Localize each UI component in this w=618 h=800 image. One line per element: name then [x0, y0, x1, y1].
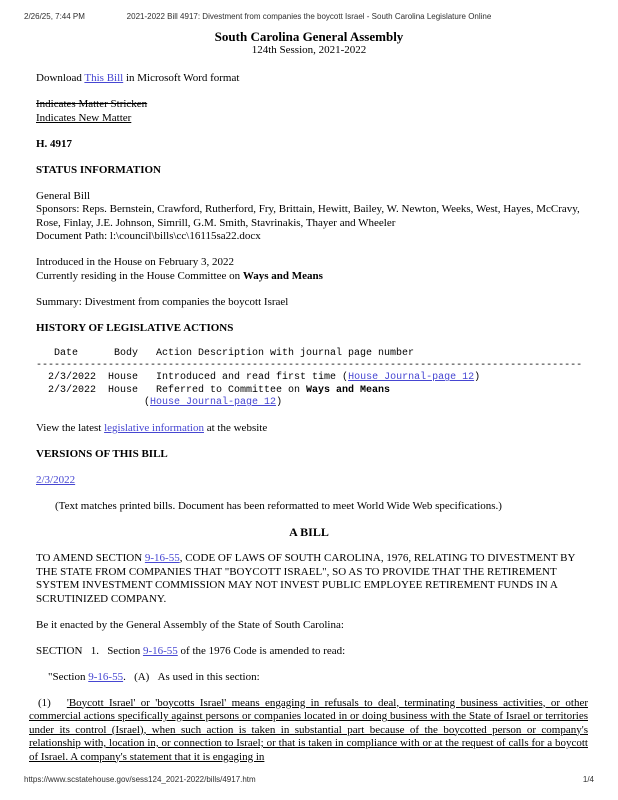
assembly-title: South Carolina General Assembly	[214, 29, 404, 44]
house-journal-link[interactable]: House Journal-page 12	[348, 372, 475, 384]
bill-number: H. 4917	[36, 137, 73, 150]
view-latest-line: View the latest legislative information at the website	[36, 422, 268, 435]
document-path: Document Path: l:\council\bills\cc\16115sa22.docx	[36, 230, 261, 242]
reformat-note: (Text matches printed bills. Document has been reformatted to meet World Wide Web specifications.)	[55, 500, 502, 513]
introduced-block	[36, 256, 582, 283]
print-footer-page-number: 1/4	[582, 775, 594, 784]
bill-preamble: TO AMEND SECTION 9-16-55, CODE OF LAWS OF SOUTH CAROLINA, 1976, RELATING TO DIVESTMENT BY THE STATE FROM COMPANIES THAT "BOYCOTT ISRAEL", SO AS TO PROVIDE THAT THE RETIREMENT SYSTEM INVESTMENT COMMISSION MAY NOT INVEST PUBLIC EMPLOYEE RETIREMENT FUNDS IN A SCRUTINIZED COMPANY.	[36, 552, 576, 605]
download-line: Download This Bill in Microsoft Word format	[36, 72, 240, 84]
section-opening-line: "Section 9-16-55. (A) As used in this section:	[48, 670, 260, 683]
version-date-link[interactable]: 2/3/2022	[36, 474, 76, 487]
introduced-line: Introduced in the House on February 3, 2022	[36, 256, 234, 268]
house-journal-link[interactable]: House Journal-page 12	[150, 397, 277, 409]
enacting-clause: Be it enacted by the General Assembly of the State of South Carolina:	[36, 618, 344, 631]
status-heading: STATUS INFORMATION	[36, 163, 161, 176]
legend-block	[36, 98, 582, 125]
stricken-matter-legend: Indicates Matter Stricken	[36, 98, 148, 110]
history-actions-table: Date Body Action Description with journal page number ------------------------------------------------------------------------------------------- 2/3/2022 House Introduced and read first time (House Journal-page 12) 2/3/2022 House Referred to Committee on Ways and Means (House Journal-page 12)	[36, 347, 583, 409]
legislative-information-link[interactable]: legislative information	[104, 422, 204, 435]
code-section-link[interactable]: 9-16-55	[144, 552, 180, 565]
summary-line: Summary: Divestment from companies the boycott Israel	[36, 295, 289, 308]
sponsors-line: Sponsors: Reps. Bernstein, Crawford, Rutherford, Fry, Brittain, Hewitt, Bailey, W. Newton, Weeks, West, Hayes, McCravy, Rose, Finlay, J.E. Johnson, Simrill, G.M. Smith, Stavrinakis, Thayer and Wheeler	[36, 203, 580, 229]
print-header	[0, 12, 618, 24]
section-1-line: SECTION 1. Section 9-16-55 of the 1976 Code is amended to read:	[36, 644, 346, 657]
print-header-datetime: 2/26/25, 7:44 PM	[24, 12, 85, 21]
status-block	[36, 190, 582, 244]
bill-type: General Bill	[36, 189, 91, 202]
new-matter-legend: Indicates New Matter	[36, 111, 132, 124]
print-footer-url: https://www.scstatehouse.gov/sess124_2021-2022/bills/4917.htm	[24, 775, 256, 784]
code-section-link[interactable]: 9-16-55	[88, 670, 124, 683]
history-heading: HISTORY OF LEGISLATIVE ACTIONS	[36, 321, 234, 334]
boycott-definition-para: (1) 'Boycott Israel' or 'boycotts Israel' means engaging in refusals to deal, terminating business activities, or other commercial actions specifically against persons or companies located in or doing business with the State of Israel or territories under its control (Israel), when such action is taken in substantial part because of the boycotted person or company's relationship with, location in, or connection to Israel; or that is taken in compliance with or at the request of calls for a boycott of Israel. A company's statement that it is engaging in	[29, 696, 588, 763]
print-footer	[24, 775, 594, 784]
code-section-link[interactable]: 9-16-55	[142, 644, 178, 657]
session-subtitle: 124th Session, 2021-2022	[251, 43, 367, 56]
print-header-doc-title: 2021-2022 Bill 4917: Divestment from companies the boycott Israel - South Carolina Legislature Online	[126, 12, 492, 21]
versions-heading: VERSIONS OF THIS BILL	[36, 448, 168, 461]
download-this-bill-link[interactable]: This Bill	[84, 72, 124, 84]
version-date-line	[36, 474, 582, 488]
residing-line: Currently residing in the House Committee on Ways and Means	[36, 269, 323, 282]
bill-title: A BILL	[289, 525, 329, 540]
